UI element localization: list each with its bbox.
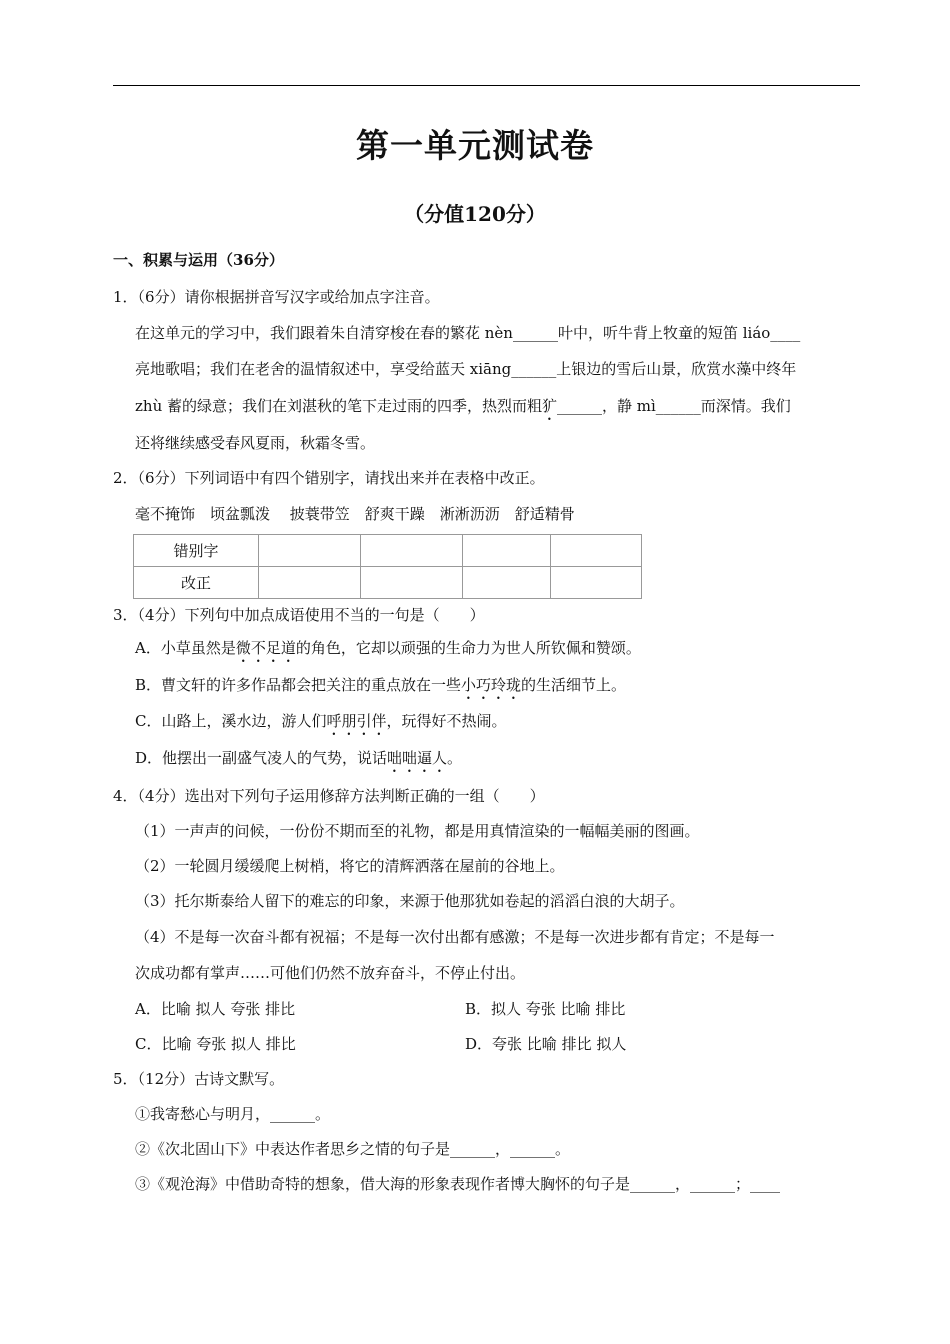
- q3-b-pre: B．曹文轩的许多作品都会把关注的重点放在一些: [135, 676, 462, 694]
- q4-sentence-4b: 次成功都有掌声……可他们仍然不放弃奋斗，不停止付出。: [135, 964, 526, 982]
- answer-cell[interactable]: [551, 535, 642, 567]
- q4-heading: 4．（4分）选出对下列句子运用修辞方法判断正确的一组（ ）: [113, 787, 545, 805]
- q3-a-post: 的角色，它却以顽强的生命力为世人所钦佩和赞颂。: [295, 639, 641, 657]
- q5-item-2: ②《次北固山下》中表达作者思乡之情的句子是______，______。: [135, 1140, 571, 1158]
- correction-table: [133, 534, 642, 599]
- answer-cell[interactable]: [463, 535, 551, 567]
- page-title: 第一单元测试卷: [356, 126, 594, 165]
- q4-option-b: B．拟人 夸张 比喻 排比: [465, 1000, 626, 1018]
- q4-option-d: D．夸张 比喻 排比 拟人: [465, 1035, 627, 1053]
- q5-item-1: ①我寄愁心与明月，______。: [135, 1105, 331, 1123]
- q3-c-post: ，玩得好不热闹。: [386, 712, 507, 730]
- row-label-correct: 改正: [134, 567, 259, 599]
- q1-line-3a: zhù 蓄的绿意；我们在刘湛秋的笔下走过雨的四季，热烈而粗: [135, 397, 542, 415]
- q1-line-3b: ______，静 mì______而深情。我们: [557, 397, 791, 415]
- q2-heading: 2．（6分）下列词语中有四个错别字，请找出来并在表格中改正。: [113, 469, 545, 487]
- q4-sentence-1: （1）一声声的问候，一份份不期而至的礼物，都是用真情渲染的一幅幅美丽的图画。: [135, 822, 700, 840]
- q1-line-1: 在这单元的学习中，我们跟着朱自清穿梭在春的繁花 nèn______叶中，听牛背上牧童的短笛 liáo____: [135, 324, 801, 342]
- q3-c-idiom: 呼朋引伴: [326, 712, 387, 730]
- page-subtitle: （分值120分）: [404, 202, 546, 226]
- answer-cell[interactable]: [259, 567, 361, 599]
- header-rule: [113, 85, 860, 86]
- table-row: [134, 567, 642, 599]
- q1-line-3: [135, 396, 791, 424]
- q3-c-pre: C．山路上，溪水边，游人们: [135, 712, 327, 730]
- q3-option-a: [135, 638, 641, 666]
- q3-d-pre: D．他摆出一副盛气凌人的气势，说话: [135, 749, 388, 767]
- q1-line-4: 还将继续感受春风夏雨，秋霜冬雪。: [135, 434, 376, 452]
- q3-heading: 3．（4分）下列句中加点成语使用不当的一句是（ ）: [113, 606, 485, 624]
- q2-words: 毫不掩饰 顷盆瓢泼 披蓑带笠 舒爽干躁 淅淅沥沥 舒适精骨: [135, 505, 575, 523]
- section-heading: 一、积累与运用（36分）: [113, 251, 284, 269]
- q1-line-2: 亮地歌唱；我们在老舍的温情叙述中，享受给蓝天 xiāng______上银边的雪后山景，欣赏水藻中终年: [135, 360, 797, 378]
- q3-a-idiom: 微不足道: [235, 639, 296, 657]
- q4-option-a: A．比喻 拟人 夸张 排比: [135, 1000, 296, 1018]
- q3-option-c: [135, 711, 507, 739]
- answer-cell[interactable]: [361, 567, 463, 599]
- row-label-wrong: 错别字: [134, 535, 259, 567]
- answer-cell[interactable]: [463, 567, 551, 599]
- q3-d-idiom: 咄咄逼人: [387, 749, 448, 767]
- q4-option-c: C．比喻 夸张 拟人 排比: [135, 1035, 296, 1053]
- q4-sentence-4a: （4）不是每一次奋斗都有祝福；不是每一次付出都有感激；不是每一次进步都有肯定；不是每一: [135, 928, 775, 946]
- q4-sentence-2: （2）一轮圆月缓缓爬上树梢，将它的清辉洒落在屋前的谷地上。: [135, 857, 565, 875]
- q5-item-3: ③《观沧海》中借助奇特的想象，借大海的形象表现作者博大胸怀的句子是______，______；____: [135, 1175, 781, 1193]
- q3-a-pre: A．小草虽然是: [135, 639, 236, 657]
- q1-heading: 1．（6分）请你根据拼音写汉字或给加点字注音。: [113, 288, 440, 306]
- q3-option-d: [135, 748, 462, 776]
- answer-cell[interactable]: [551, 567, 642, 599]
- answer-cell[interactable]: [259, 535, 361, 567]
- q3-b-post: 的生活细节上。: [521, 676, 627, 694]
- q5-heading: 5．（12分）古诗文默写。: [113, 1070, 285, 1088]
- q1-dotted-char: 犷: [542, 397, 558, 415]
- answer-cell[interactable]: [361, 535, 463, 567]
- table-row: [134, 535, 642, 567]
- q3-option-b: [135, 675, 626, 703]
- q4-sentence-3: （3）托尔斯泰给人留下的难忘的印象，来源于他那犹如卷起的滔滔白浪的大胡子。: [135, 892, 685, 910]
- q3-d-post: 。: [447, 749, 463, 767]
- q3-b-idiom: 小巧玲珑: [461, 676, 522, 694]
